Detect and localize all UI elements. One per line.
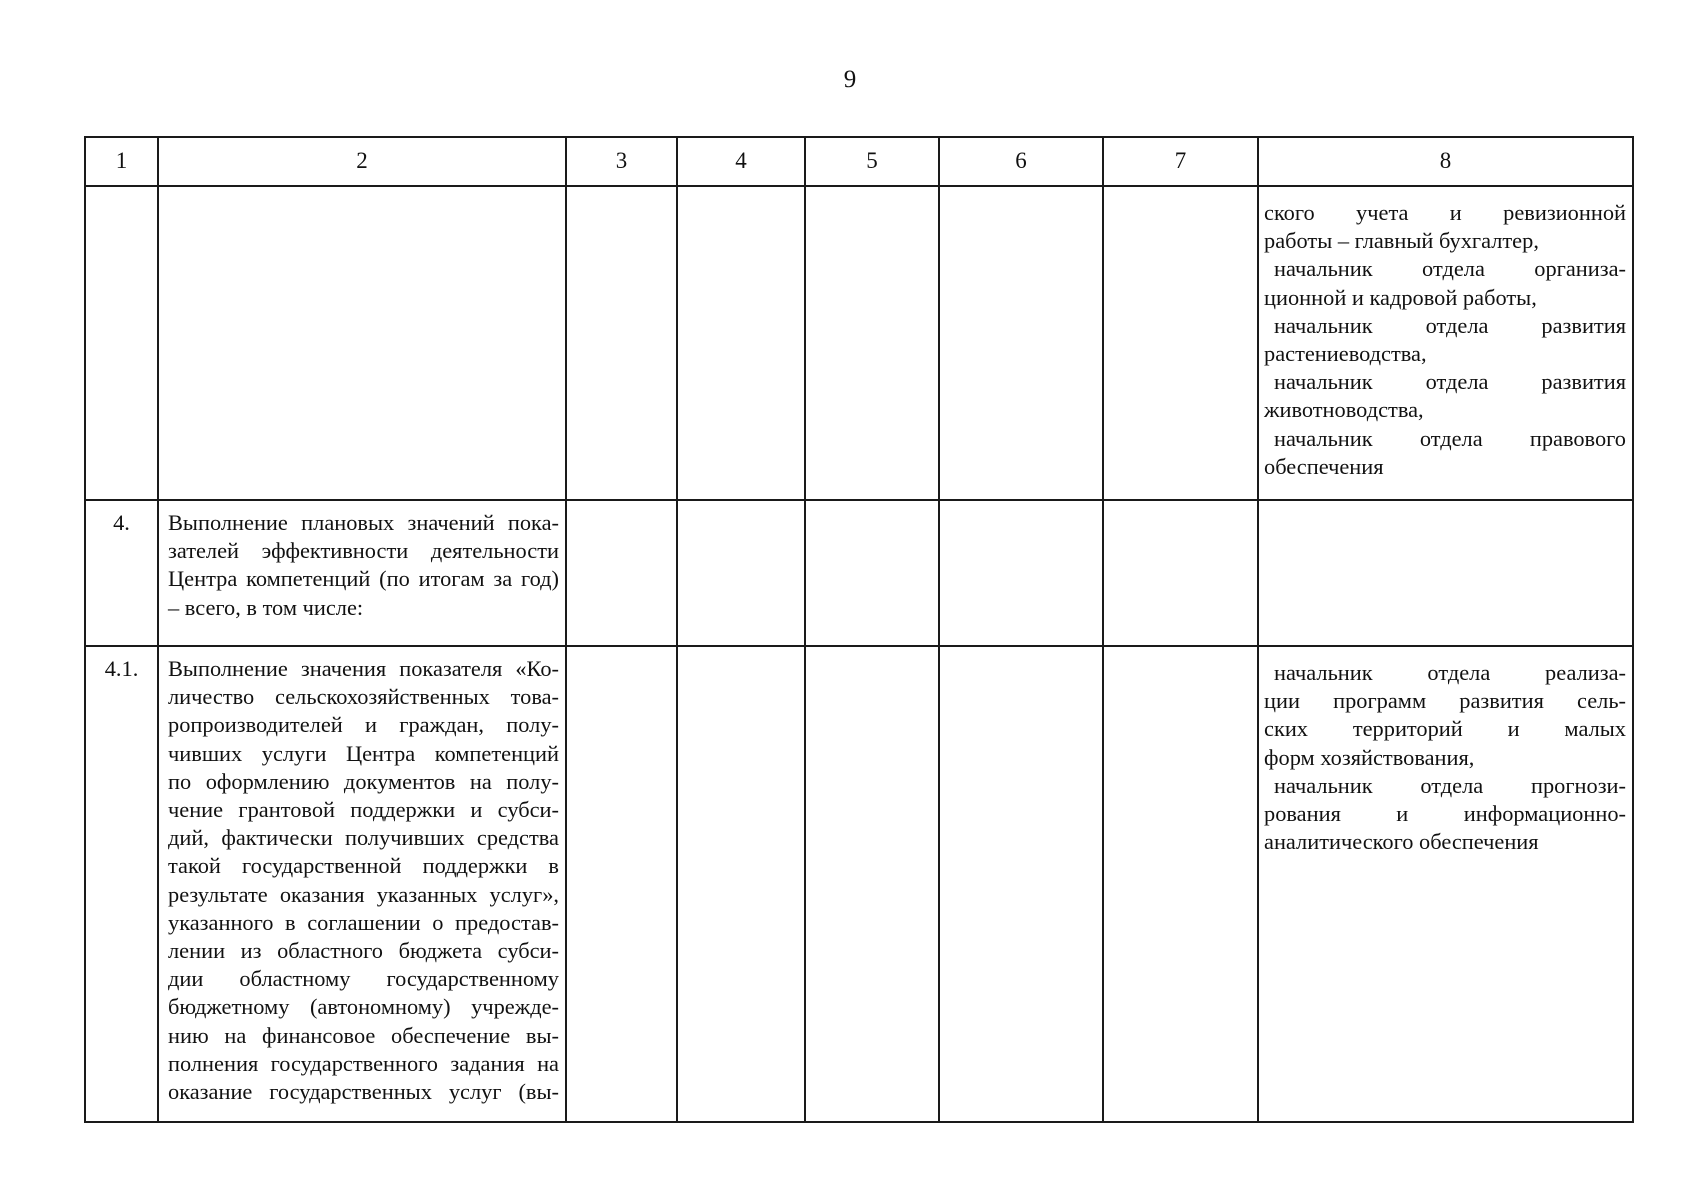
text-line: Центра компетенций (по итогам за год) [168,566,559,592]
column-header: 6 [939,137,1103,186]
row-responsible [1258,646,1633,1122]
row-number: 4. [85,500,158,646]
table-row [85,500,1633,646]
text-line: работы – главный бухгалтер, [1264,228,1539,254]
text-line: бюджетному (автономному) учрежде- [168,994,559,1020]
row-description [158,186,566,500]
table-header-row [85,137,1633,186]
row-description [158,646,566,1122]
text-line: рования и информационно- [1264,801,1626,827]
text-line: дии областному государственному [168,966,559,992]
row-responsible [1258,500,1633,646]
text-line: указанного в соглашении о предостав- [168,909,559,935]
text-line: – всего, в том числе: [168,594,364,620]
column-header: 2 [158,137,566,186]
text-line: ции программ развития сель- [1264,688,1626,714]
text-line: результате оказания указанных услуг», [168,881,559,907]
row-responsible [1258,186,1633,500]
text-line: начальник отдела развития [1274,312,1626,338]
text-line: ских территорий и малых [1264,716,1626,742]
table-row [85,186,1633,500]
text-line: обеспечения [1264,453,1384,479]
text-line: начальник отдела организа- [1274,256,1626,282]
text-line: животноводства, [1264,397,1424,423]
text-line: зателей эффективности деятельности [168,538,559,564]
column-header: 7 [1103,137,1258,186]
text-line: дий, фактически получивших средства [168,825,559,851]
text-line: нию на финансовое обеспечение вы- [168,1022,559,1048]
table-cell [939,646,1103,1122]
text-line: ского учета и ревизионной [1264,200,1626,225]
table-cell [939,500,1103,646]
text-line: лении из областного бюджета субси- [168,938,559,964]
table-cell [1103,646,1258,1122]
table-row [85,646,1633,1122]
table-cell [805,500,939,646]
table-cell [566,186,677,500]
text-line: начальник отдела развития [1274,369,1626,395]
text-line: чивших услуги Центра компетенций [168,740,559,766]
text-line: по оформлению документов на полу- [168,768,559,794]
row-number [85,186,158,500]
column-header: 5 [805,137,939,186]
table-cell [805,646,939,1122]
column-header: 4 [677,137,805,186]
table-cell [1103,186,1258,500]
text-line: начальник отдела правового [1274,425,1626,451]
text-line: чение грантовой поддержки и субси- [168,797,559,823]
table-cell [1103,500,1258,646]
text-line: такой государственной поддержки в [168,853,559,879]
row-description [158,500,566,646]
table-cell [939,186,1103,500]
text-line: оказание государственных услуг (вы- [168,1079,559,1105]
text-line: растениеводства, [1264,341,1427,367]
table-cell [677,646,805,1122]
column-header: 8 [1258,137,1633,186]
column-header: 1 [85,137,158,186]
table-cell [566,646,677,1122]
table-cell [805,186,939,500]
text-line: ропроизводителей и граждан, полу- [168,712,559,738]
text-line: ционной и кадровой работы, [1264,284,1537,310]
text-line: личество сельскохозяйственных това- [168,684,559,710]
table-cell [677,186,805,500]
text-line: полнения государственного задания на [168,1050,559,1076]
text-line: Выполнение плановых значений пока- [168,510,559,535]
row-number: 4.1. [85,646,158,1122]
page-number: 9 [843,66,857,93]
plan-table [84,136,1634,1123]
text-line: начальник отдела реализа- [1274,660,1626,685]
text-line: аналитического обеспечения [1264,829,1539,855]
column-header: 3 [566,137,677,186]
text-line: Выполнение значения показателя «Ко- [168,656,559,681]
table-cell [566,500,677,646]
table-cell [677,500,805,646]
text-line: начальник отдела прогнози- [1274,772,1626,798]
text-line: форм хозяйствования, [1264,744,1475,770]
